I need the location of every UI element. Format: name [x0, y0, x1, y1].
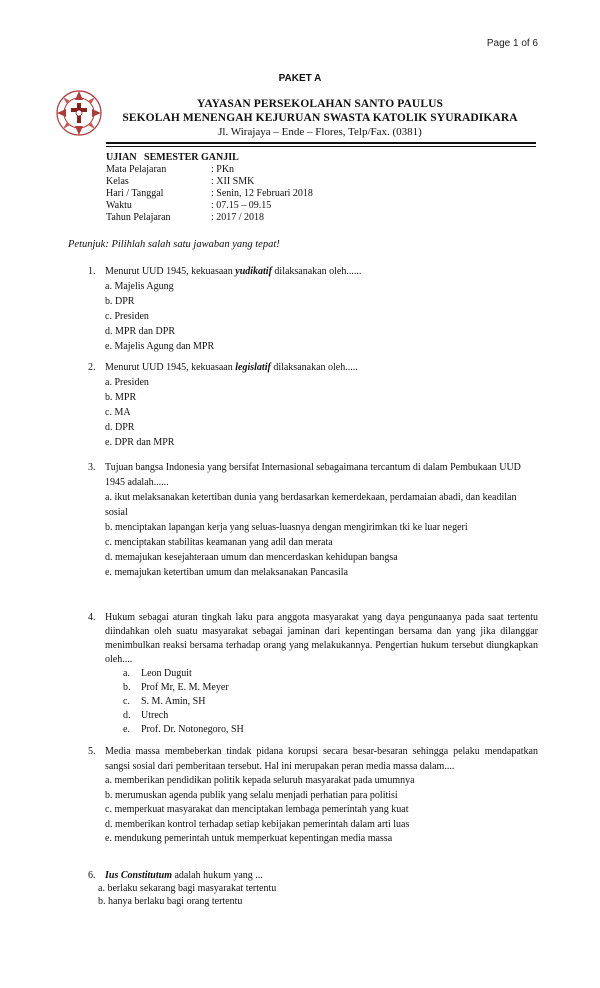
answer-option	[123, 695, 538, 709]
answer-option: a. ikut melaksanakan ketertiban dunia yang berdasarkan kemerdekaan, perdamaian abadi, dan keadilan sosial	[105, 492, 517, 518]
answer-option	[123, 709, 538, 723]
answer-option: c. Presiden	[105, 311, 149, 322]
instruction: Petunjuk: Pilihlah salah satu jawaban yang tepat!	[68, 239, 280, 250]
stem-keyword: Ius Constitutum	[105, 870, 172, 881]
question-stem	[105, 360, 538, 375]
info-value: : 07.15 – 09.15	[211, 200, 272, 211]
option-text: Utrech	[141, 710, 169, 721]
package-label: PAKET A	[278, 73, 322, 84]
answer-option: b. DPR	[105, 296, 135, 307]
info-value: : PKn	[211, 164, 235, 175]
question-number: 1.	[88, 266, 96, 277]
info-key: Waktu	[106, 200, 132, 211]
page-number: Page 1 of 6	[486, 38, 538, 49]
info-value: : 2017 / 2018	[211, 212, 265, 223]
answer-option: e. DPR dan MPR	[105, 437, 175, 448]
answer-option: d. memberikan kontrol terhadap setiap kebijakan pemerintah dalam arti luas	[105, 818, 410, 830]
info-key: Mata Pelajaran	[106, 164, 167, 175]
foundation-name: YAYASAN PERSEKOLAHAN SANTO PAULUS	[196, 98, 444, 110]
answer-option: d. memajukan kesejahteraan umum dan mencerdaskan kehidupan bangsa	[105, 552, 398, 563]
option-text: Prof. Dr. Notonegoro, SH	[141, 724, 244, 735]
option-letter: a.	[123, 668, 130, 679]
info-key: Tahun Pelajaran	[106, 212, 171, 223]
answer-option: e. memajukan ketertiban umum dan melaksanakan Pancasila	[105, 567, 348, 578]
answer-option: c. memperkuat masyarakat dan menciptakan lembaga pemerintah yang kuat	[105, 804, 409, 815]
answer-option	[123, 681, 538, 695]
answer-option: e. mendukung pemerintah untuk memperkuat kepentingan media massa	[105, 833, 393, 844]
question-stem	[105, 264, 538, 279]
exam-info-row	[106, 200, 313, 212]
option-text: S. M. Amin, SH	[141, 696, 206, 707]
option-text: Leon Duguit	[141, 668, 192, 679]
answer-option: a. memberikan pendidikan politik kepada seluruh masyarakat pada umumnya	[105, 775, 415, 786]
exam-info-row	[106, 176, 313, 188]
option-text: Prof Mr, E. M. Meyer	[141, 682, 229, 693]
answer-option: b. menciptakan lapangan kerja yang seluas-luasnya dengan mengirimkan tki ke luar negeri	[105, 522, 468, 533]
stem-text: dilaksanakan oleh.....	[270, 362, 358, 373]
question-number: 3.	[88, 462, 96, 473]
question-number: 5.	[88, 746, 96, 757]
answer-option: e. Majelis Agung dan MPR	[105, 341, 215, 352]
answer-option: b. hanya berlaku bagi orang tertentu	[98, 896, 243, 907]
info-key: Hari / Tanggal	[106, 188, 164, 199]
answer-options	[88, 667, 538, 737]
answer-option: a. Presiden	[105, 377, 149, 388]
question-4	[88, 611, 538, 737]
stem-text: Menurut UUD 1945, kekuasaan	[105, 362, 236, 373]
option-letter: c.	[123, 696, 130, 707]
stem-text: dilaksanakan oleh......	[271, 266, 362, 277]
answer-option: d. DPR	[105, 422, 135, 433]
exam-info	[106, 152, 313, 224]
question-number: 2.	[88, 362, 96, 373]
stem-text: adalah hukum yang ...	[171, 870, 263, 881]
info-value: : XII SMK	[211, 176, 255, 187]
option-letter: d.	[123, 710, 131, 721]
option-letter: e.	[123, 724, 130, 735]
answer-option: a. Majelis Agung	[105, 281, 174, 292]
header-rule-thick	[106, 142, 536, 144]
option-letter: b.	[123, 682, 131, 693]
answer-option: a. berlaku sekarang bagi masyarakat tertentu	[98, 883, 277, 894]
exam-info-row	[106, 188, 313, 200]
stem-keyword: yudikatif	[235, 266, 272, 277]
stem-keyword: legislatif	[235, 362, 271, 373]
question-2	[88, 360, 538, 450]
info-key: Kelas	[106, 176, 129, 187]
school-name: SEKOLAH MENENGAH KEJURUAN SWASTA KATOLIK SYURADIKARA	[122, 112, 518, 124]
header-rule-thin	[106, 146, 536, 147]
question-1	[88, 264, 538, 354]
answer-option: c. MA	[105, 407, 131, 418]
school-address: Jl. Wirajaya – Ende – Flores, Telp/Fax. (0381)	[218, 126, 422, 138]
exam-title: UJIAN SEMESTER GANJIL	[106, 152, 239, 163]
answer-option	[123, 667, 538, 681]
answer-option	[123, 723, 538, 737]
answer-option: b. merumuskan agenda publik yang selalu menjadi perhatian para politisi	[105, 789, 398, 801]
question-number: 4.	[88, 612, 96, 623]
letterhead	[100, 97, 540, 139]
question-3	[88, 460, 538, 580]
question-number: 6.	[88, 870, 96, 881]
info-value: : Senin, 12 Februari 2018	[211, 188, 313, 199]
question-stem: Hukum sebagai aturan tingkah laku para anggota masyarakat yang daya pengunaanya pada saat tertentu diindahkan oleh suatu masyarakat sebagai jaminan dari kepentingan bersama dan yang jika dilanggar menimbulkan reaksi bersama terhadap orang yang melakukannya. Pengertian hukum tersebut diungkapkan oleh....	[105, 612, 538, 665]
question-stem: Media massa membeberkan tindak pidana korupsi secara besar-besaran sehingga pelaku mendapatkan sangsi sosial dari pemberitaan tersebut. Hal ini merupakan peran media massa dalam....	[105, 746, 538, 772]
question-6	[88, 869, 538, 908]
question-stem	[105, 869, 538, 882]
question-5	[88, 745, 538, 847]
question-stem: Tujuan bangsa Indonesia yang bersifat Internasional sebagaimana tercantum di dalam Pembukaan UUD 1945 adalah......	[105, 462, 521, 488]
answer-option: c. menciptakan stabilitas keamanan yang adil dan merata	[105, 537, 333, 548]
school-logo-icon	[54, 88, 104, 138]
exam-info-row	[106, 164, 313, 176]
exam-info-row	[106, 212, 313, 224]
answer-option: b. MPR	[105, 392, 137, 403]
answer-option: d. MPR dan DPR	[105, 326, 176, 337]
stem-text: Menurut UUD 1945, kekuasaan	[105, 266, 236, 277]
